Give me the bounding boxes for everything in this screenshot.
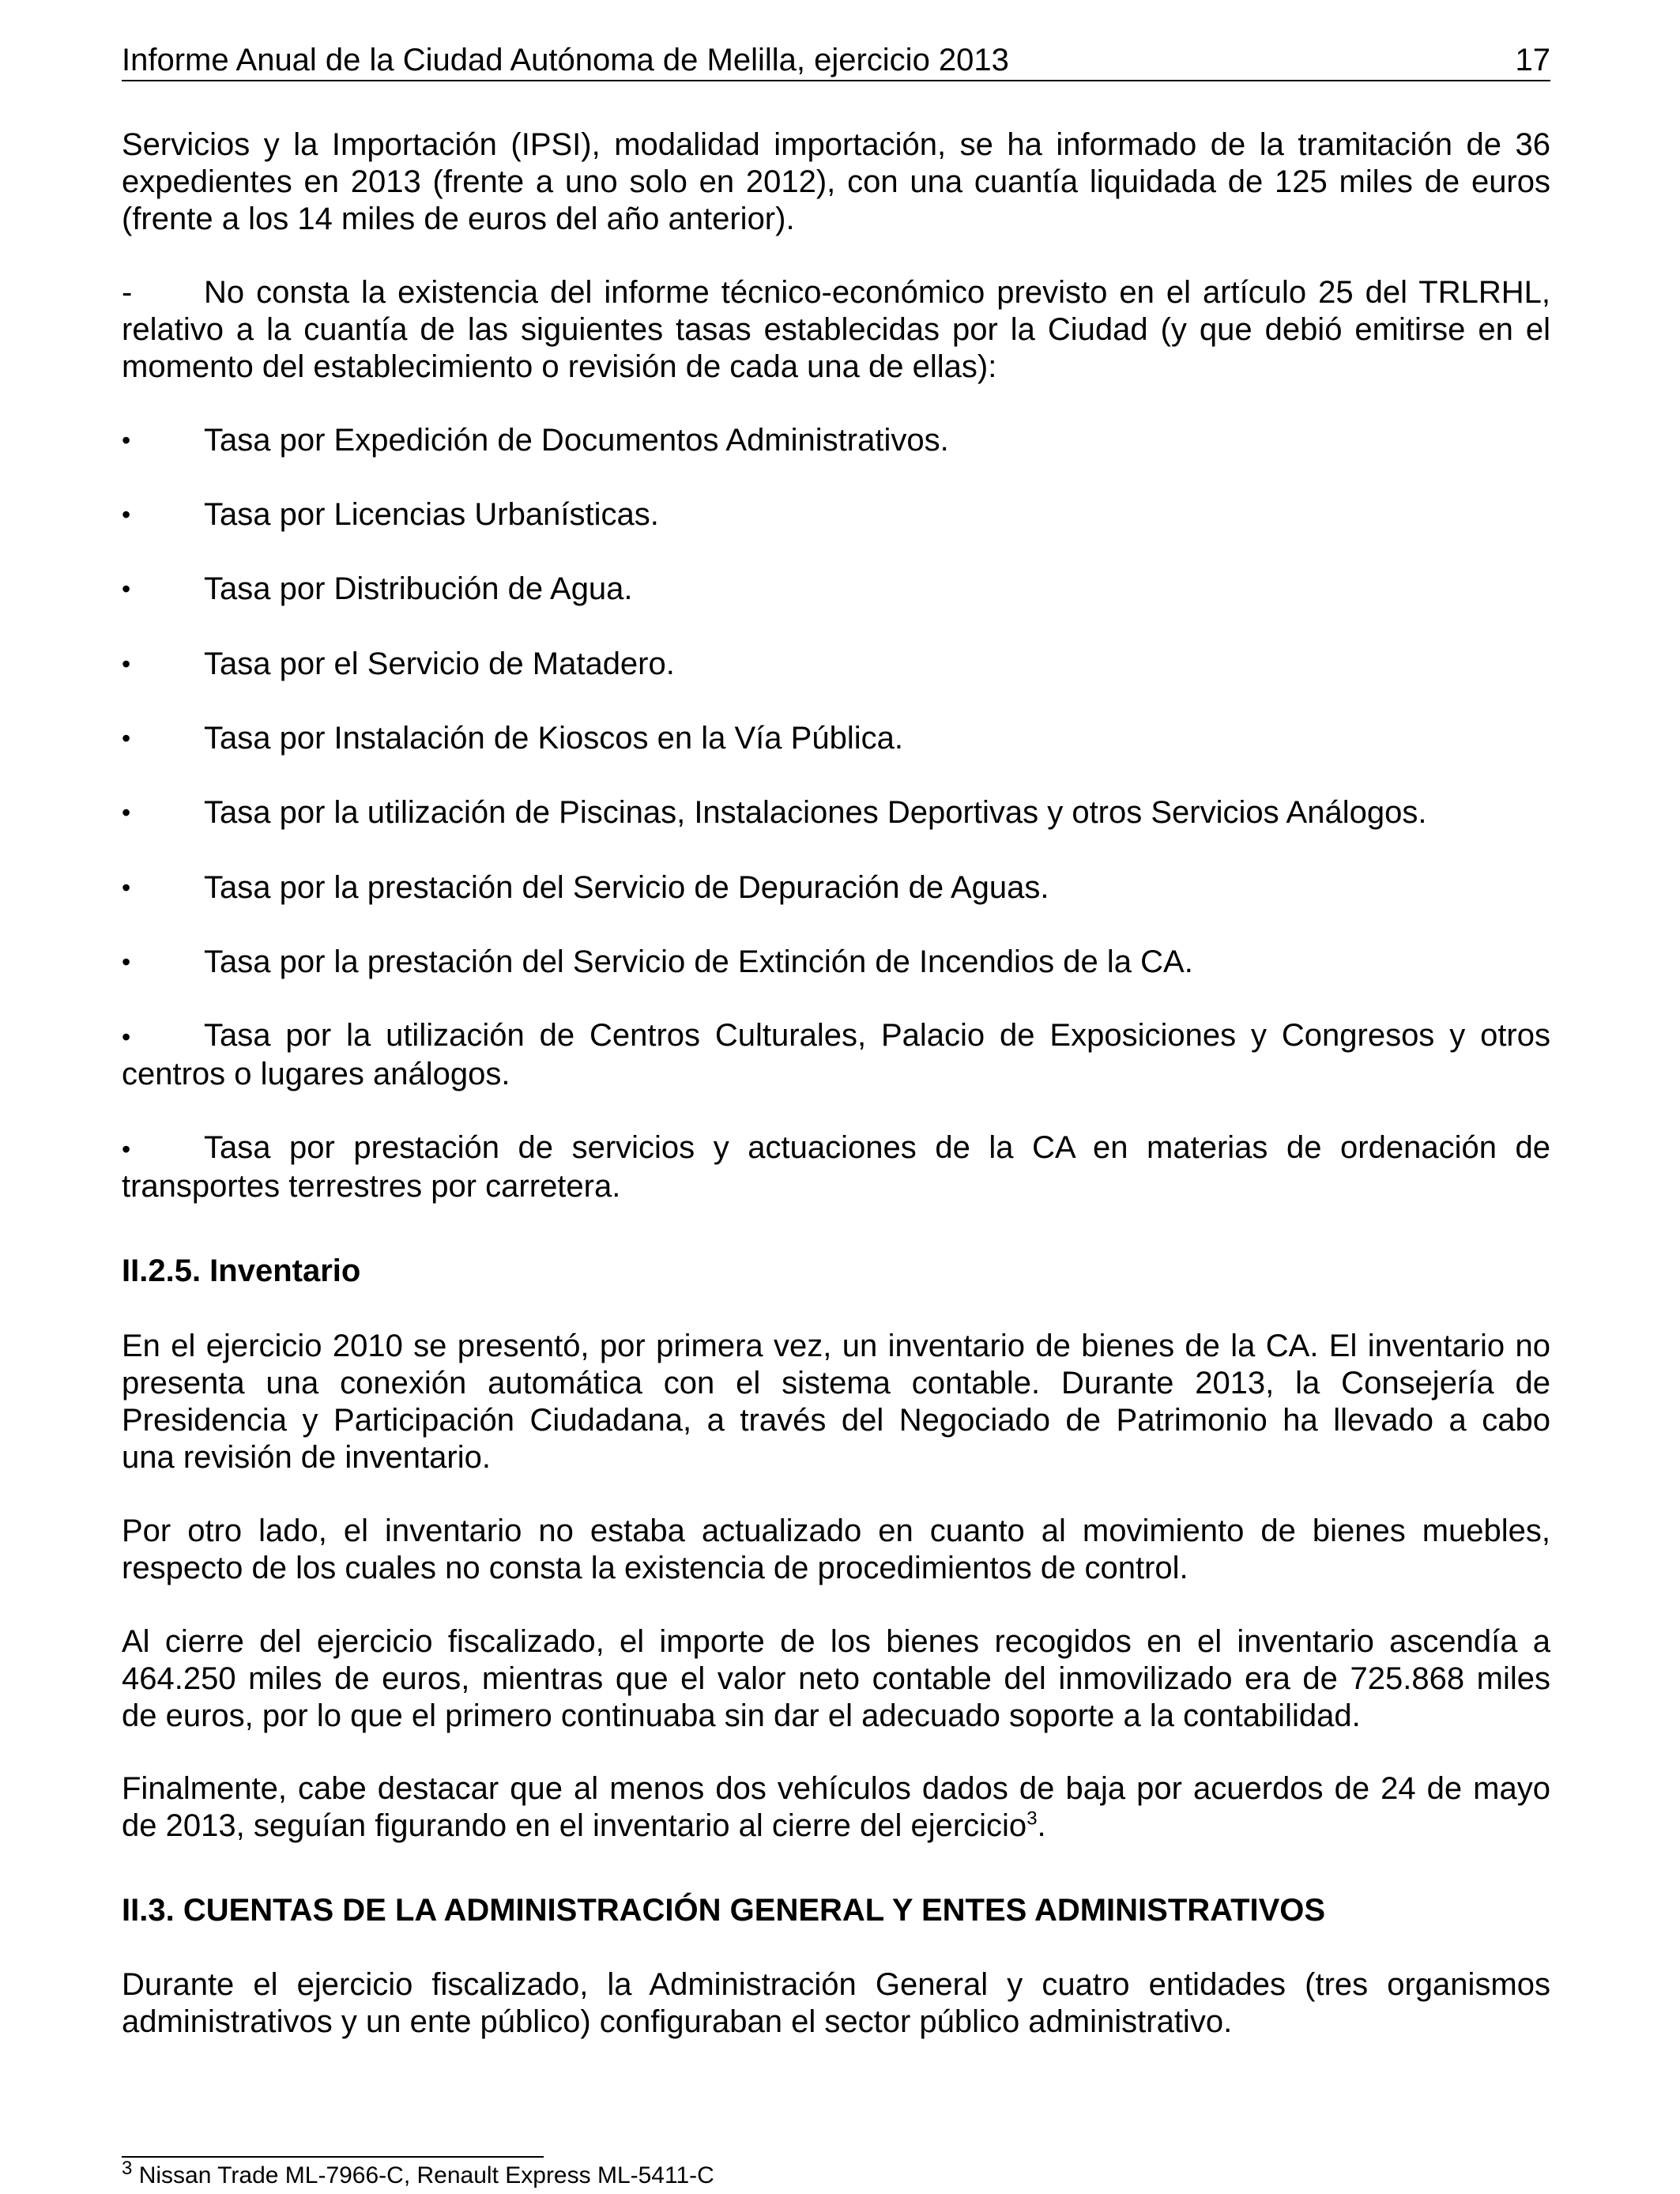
inventario-paragraph (122, 1623, 1550, 1735)
tasa-list-item (122, 1017, 1550, 1093)
tasa-list-item (122, 422, 1550, 459)
tasa-text: Tasa por Licencias Urbanísticas. (204, 497, 659, 532)
tasa-list-item (122, 944, 1550, 981)
text-line: 464.250 miles de euros, mientras que el valor neto contable del inmovilizado era de 725.868 miles (122, 1661, 1550, 1696)
dash-marker: - (122, 275, 133, 310)
bullet-icon: • (122, 873, 131, 902)
text-line: Servicios y la Importación (IPSI), modalidad importación, se ha informado de la tramitación de 36 (122, 127, 1550, 162)
text-line (122, 1017, 1550, 1056)
text-line (122, 1808, 1550, 1845)
tasa-list-item (122, 496, 1550, 533)
footnote-reference: 3 (1026, 1808, 1038, 1830)
text-line: momento del establecimiento o revisión de cada una de ellas): (122, 349, 997, 384)
bullet-icon: • (122, 948, 131, 976)
inventario-paragraph (122, 1328, 1550, 1476)
text-line: una revisión de inventario. (122, 1440, 491, 1475)
final-line-text: de 2013, seguían figurando en el inventario al cierre del ejercicio (122, 1808, 1027, 1843)
bullet-icon: • (122, 500, 131, 529)
text-line: Finalmente, cabe destacar que al menos dos vehículos dados de baja por acuerdos de 24 de mayo (122, 1771, 1550, 1806)
bullet-icon: • (122, 426, 131, 454)
footnote-text: Nissan Trade ML-7966-C, Renault Express ML-5411-C (132, 2162, 714, 2188)
text-line: Al cierre del ejercicio fiscalizado, el importe de los bienes recogidos en el inventario ascendía a (122, 1624, 1550, 1659)
text-line: En el ejercicio 2010 se presentó, por primera vez, un inventario de bienes de la CA. El inventario no (122, 1329, 1550, 1363)
tasa-text: Tasa por Expedición de Documentos Administrativos. (204, 423, 949, 458)
footnote (122, 2159, 714, 2192)
text-line: presenta una conexión automática con el sistema contable. Durante 2013, la Consejería de (122, 1366, 1550, 1400)
text-line: de euros, por lo que el primero continuaba sin dar el adecuado soporte a la contabilidad. (122, 1698, 1361, 1733)
section-heading-inventario: II.2.5. Inventario (122, 1253, 361, 1288)
page-header (122, 40, 1550, 81)
final-line-period: . (1037, 1808, 1046, 1843)
inventario-final-paragraph (122, 1770, 1550, 1845)
text-line: Por otro lado, el inventario no estaba actualizado en cuanto al movimiento de bienes muebles, (122, 1514, 1550, 1548)
bullet-icon: • (122, 650, 131, 678)
bullet-icon: • (122, 575, 131, 603)
inventario-paragraph (122, 1513, 1550, 1587)
text-line: Durante el ejercicio fiscalizado, la Administración General y cuatro entidades (tres organismos (122, 1967, 1550, 2002)
text-line (122, 1129, 1550, 1168)
header-title: Informe Anual de la Ciudad Autónoma de Melilla, ejercicio 2013 (122, 43, 1009, 77)
tasa-text: Tasa por prestación de servicios y actuaciones de la CA en materias de ordenación de (204, 1130, 1550, 1165)
bullet-icon: • (122, 1135, 131, 1163)
page-number: 17 (1515, 43, 1550, 77)
tasa-text: Tasa por la prestación del Servicio de Depuración de Aguas. (204, 870, 1049, 905)
text-line: (frente a los 14 miles de euros del año anterior). (122, 202, 795, 236)
tasa-text: Tasa por Instalación de Kioscos en la Vía Pública. (204, 721, 903, 756)
text-line: transportes terrestres por carretera. (122, 1169, 621, 1204)
bullet-icon: • (122, 798, 131, 827)
footnote-divider (122, 2156, 544, 2158)
tasa-list-item (122, 646, 1550, 683)
bullet-icon: • (122, 724, 131, 752)
text-line: expedientes en 2013 (frente a uno solo en 2012), con una cuantía liquidada de 125 miles de euros (122, 164, 1550, 199)
text-line: centros o lugares análogos. (122, 1057, 510, 1091)
tasa-list-item (122, 794, 1550, 831)
tasa-text: Tasa por la utilización de Centros Culturales, Palacio de Exposiciones y Congresos y otros (204, 1018, 1550, 1053)
cuentas-paragraph (122, 1966, 1550, 2041)
text-line: relativo a la cuantía de las siguientes tasas establecidas por la Ciudad (y que debió emitirse en el (122, 312, 1550, 347)
text-line: administrativos y un ente público) configuraban el sector público administrativo. (122, 2004, 1233, 2039)
bullet-icon: • (122, 1023, 131, 1051)
note-first-line: No consta la existencia del informe técnico-económico previsto en el artículo 25 del TRLRHL, (204, 275, 1550, 310)
section-heading-cuentas: II.3. CUENTAS DE LA ADMINISTRACIÓN GENERAL Y ENTES ADMINISTRATIVOS (122, 1893, 1326, 1928)
tasa-list-item (122, 1129, 1550, 1205)
tasa-text: Tasa por la utilización de Piscinas, Instalaciones Deportivas y otros Servicios Análogos. (204, 795, 1427, 830)
tasa-text: Tasa por la prestación del Servicio de Extinción de Incendios de la CA. (204, 944, 1193, 979)
tasa-list-item (122, 571, 1550, 608)
footnote-number: 3 (122, 2158, 133, 2179)
tasa-list-item (122, 720, 1550, 757)
intro-paragraph (122, 126, 1550, 238)
text-line (122, 274, 1550, 311)
tasa-text: Tasa por Distribución de Agua. (204, 571, 633, 606)
tasa-text: Tasa por el Servicio de Matadero. (204, 647, 675, 681)
note-paragraph (122, 274, 1550, 386)
tasa-list-item (122, 869, 1550, 907)
text-line: respecto de los cuales no consta la existencia de procedimientos de control. (122, 1551, 1188, 1585)
text-line: Presidencia y Participación Ciudadana, a través del Negociado de Patrimonio ha llevado a cabo (122, 1403, 1550, 1438)
